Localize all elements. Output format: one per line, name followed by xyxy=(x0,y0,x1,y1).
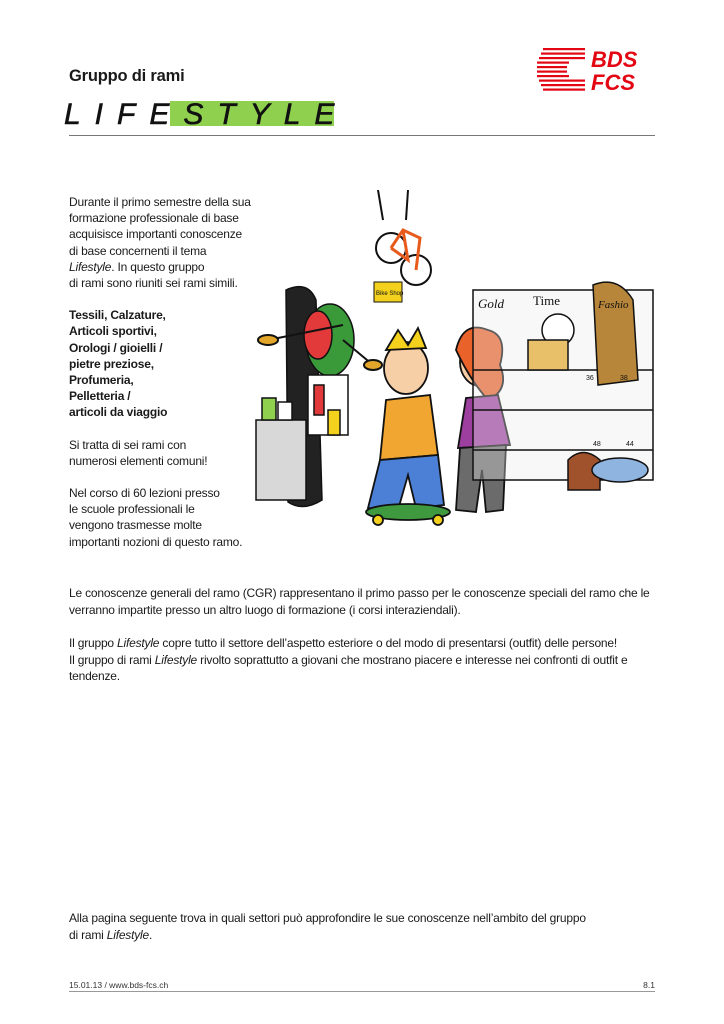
header-divider xyxy=(69,135,655,136)
body-text xyxy=(69,585,659,702)
shop-illustration xyxy=(248,190,658,535)
page-title: Gruppo di rami xyxy=(69,67,185,85)
intro-paragraph: Durante il primo semestre della sua formazione professionale di base acquisisce importanti conoscenze di base concernenti il tema Lifestyle. In questo gruppo di rami sono riuniti sei rami simili. xyxy=(69,195,251,291)
lessons-paragraph: Nel corso di 60 lezioni presso le scuole professionali le vengono trasmesse molte importanti nozioni di questo ramo. xyxy=(69,486,243,549)
logo-stripes-icon xyxy=(537,48,585,91)
bike-shop-tag-text: Bike Shop xyxy=(376,291,404,297)
branch-item: articoli da viaggio xyxy=(69,405,168,420)
footer-date-url: 15.01.13 / www.bds-fcs.ch xyxy=(69,980,169,990)
bicycle-icon xyxy=(376,190,431,285)
price-tag: 48 xyxy=(593,441,601,448)
page-number: 8.1 xyxy=(643,980,655,990)
lifestyle-wordmark-text: LIFESTYLE xyxy=(64,98,349,131)
branch-item: Tessili, Calzature, xyxy=(69,308,166,323)
boy-character xyxy=(366,328,450,525)
branch-item: pietre preziose, xyxy=(69,356,154,371)
common-elements-paragraph: Si tratta di sei rami con numerosi elementi comuni! xyxy=(69,437,208,468)
shop-sign-fashion: Fashio xyxy=(598,299,629,311)
footer-divider xyxy=(69,991,655,992)
body-paragraph: Il gruppo Lifestyle copre tutto il settore dell’aspetto esteriore o del modo di presentarsi (outfit) delle persone! Il gruppo di rami Lifestyle rivolto soprattutto a giovani che mostrano piacere e interesse nei confronti di outfit e tendenze. xyxy=(69,636,628,684)
lifestyle-wordmark xyxy=(62,94,352,134)
branch-item: Orologi / gioielli / xyxy=(69,340,163,355)
closing-paragraph: Alla pagina seguente trova in quali settori può approfondire le sue conoscenze nell’ambito del gruppo di rami Lifestyle. xyxy=(69,911,586,942)
logo-line-1: BDS xyxy=(591,47,638,72)
closing-text xyxy=(69,910,659,943)
branch-list xyxy=(69,307,274,420)
price-tag: 38 xyxy=(620,375,628,382)
shop-shelves xyxy=(473,282,653,490)
shop-sign-gold: Gold xyxy=(478,296,504,311)
branch-item: Articoli sportivi, xyxy=(69,324,157,339)
body-paragraph: Le conoscenze generali del ramo (CGR) rappresentano il primo passo per le conoscenze speciali del ramo che le verranno impartite presso un altro luogo di formazione (i corsi interaziendali). xyxy=(69,586,650,617)
branch-item: Profumeria, xyxy=(69,373,134,388)
branch-item: Pelletteria / xyxy=(69,389,131,404)
shop-sign-time: Time xyxy=(533,293,560,308)
price-tag: 44 xyxy=(626,441,634,448)
logo-line-2: FCS xyxy=(591,70,635,92)
intro-column xyxy=(69,194,274,566)
bds-fcs-logo xyxy=(535,46,657,92)
price-tag: 36 xyxy=(586,375,594,382)
